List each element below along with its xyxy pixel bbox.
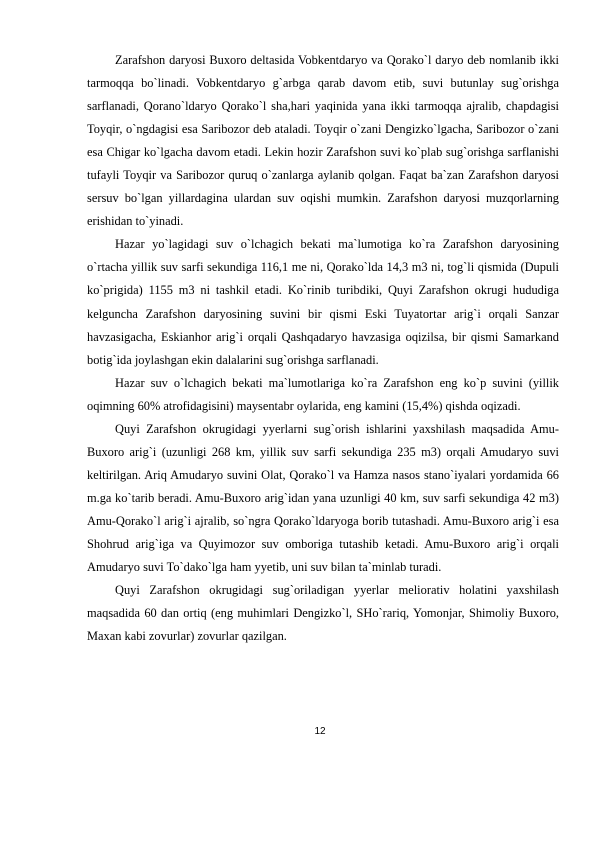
paragraph-3: Hazar suv o`lchagich bekati ma`lumotlariga ko`ra Zarafshon eng ko`p suvini (yillik oqimning 60% atrofidagisini) maysentabr oylarida, eng kamini (15,4%) qishda oqizadi. [87, 375, 559, 413]
paragraph-1: Zarafshon daryosi Buxoro deltasida Vobkentdaryo va Qorako`l daryo deb nomlanib ikki tarmoqqa bo`linadi. Vobkentdaryo g`arbga qarab davom etib, suvi butunlay sug`orishga sarflanadi, Qorano`ldaryo Qorako`l sha,hari yaqinida yana ikki tarmoqqa ajralib, chapdagisi Toyqir, o`ngdagisi esa Saribozor deb ataladi. Toyqir o`zani Dengizko`lgacha, Saribozor o`zani esa Chigar ko`lgacha davom etadi. Lekin hozir Zarafshon suvi ko`plab sug`orishga sarflanishi tufayli Toyqir va Saribozor quruq o`zanlarga aylanib qolgan. Faqat ba`zan Zarafshon daryosi sersuv bo`lgan yillardagina ulardan suv oqishi mumkin. Zarafshon daryosi muzqorlarning erishidan to`yinadi. [87, 53, 559, 229]
page-number: 12 [314, 726, 326, 737]
body-text [87, 49, 559, 648]
paragraph-4: Quyi Zarafshon okrugidagi yyerlarni sug`orish ishlarini yaxshilash maqsadida Amu-Buxoro arig`i (uzunligi 268 km, yillik suv sarfi sekundiga 235 m3) orqali Amudaryo suvi keltirilgan. Ariq Amudaryo suvini Olat, Qorako`l va Hamza nasos stano`iyalari yordamida 66 m.ga ko`tarib beradi. Amu-Buxoro arig`idan yana uzunligi 40 km, suv sarfi sekundiga 42 m3) Amu-Qorako`l arig`i ajralib, so`ngra Qorako`ldaryoga borib tutashadi. Amu-Buxoro arig`i esa Shohrud arig`iga va Quyimozor suv omboriga tutashib ketadi. Amu-Buxoro arig`i orqali Amudaryo suvi To`dako`lga ham yyetib, uni suv bilan ta`minlab turadi. [87, 421, 559, 575]
paragraph-2: Hazar yo`lagidagi suv o`lchagich bekati ma`lumotiga ko`ra Zarafshon daryosining o`rtacha yillik suv sarfi sekundiga 116,1 me ni, Qorako`lda 14,3 m3 ni, tog`li qismida (Dupuli ko`prigida) 1155 m3 ni tashkil etadi. Ko`rinib turibdiki, Quyi Zarafshon okrugi hududiga kelguncha Zarafshon daryosining suvini bir qismi Eski Tuyatortar arig`i orqali Sanzar havzasigacha, Eskianhor arig`i orqali Qashqadaryo havzasiga oqizilsa, bir qismi Samarkand botig`ida joylashgan ekin dalalarini sug`orishga sarflanadi. [87, 237, 559, 367]
paragraph-5: Quyi Zarafshon okrugidagi sug`oriladigan yyerlar meliorativ holatini yaxshilash maqsadida 60 dan ortiq (eng muhimlari Dengizko`l, SHo`rariq, Yomonjar, Shimoliy Buxoro, Maxan kabi zovurlar) zovurlar qazilgan. [87, 583, 559, 644]
